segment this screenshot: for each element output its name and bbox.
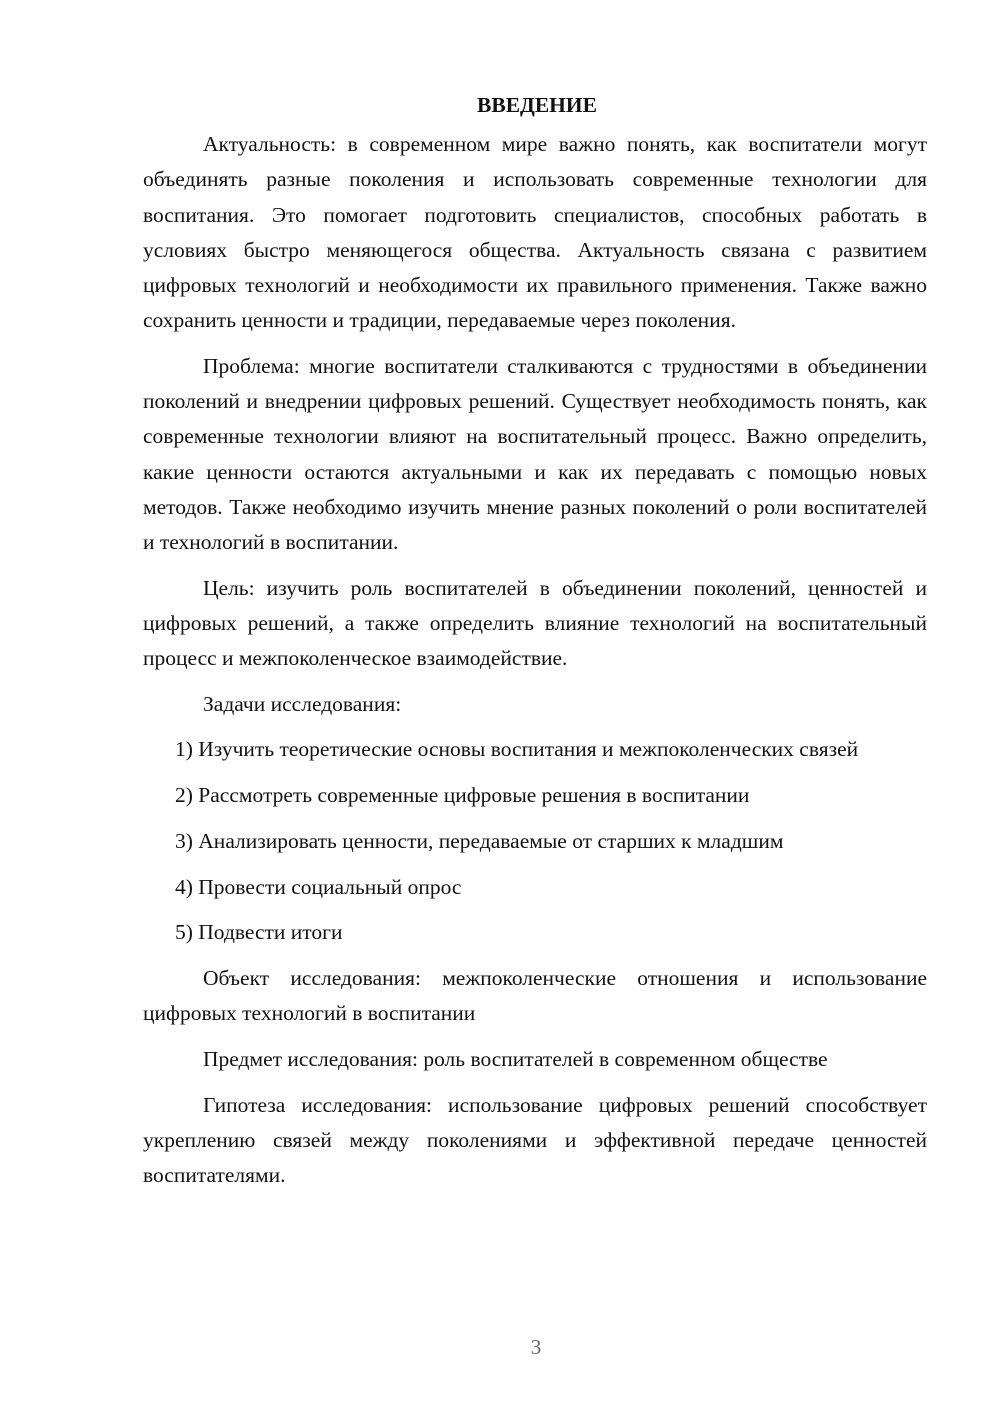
tasks-heading: Задачи исследования:: [203, 691, 402, 716]
task-list-item: 2) Рассмотреть современные цифровые решения в воспитании: [175, 783, 750, 808]
paragraph-problem: Проблема: многие воспитатели сталкиваются с трудностями в объединении поколений и внедрении цифровых решений. Существует необходимость понять, как современные технологии влияют на воспитательный процесс. Важно определить, какие ценности остаются актуальными и как их передавать с помощью новых методов. Также необходимо изучить мнение разных поколений о роли воспитателей и технологий в воспитании.: [143, 353, 927, 554]
paragraph-relevance: Актуальность: в современном мире важно понять, как воспитатели могут объединять разные поколения и использовать современные технологии для воспитания. Это помогает подготовить специалистов, способных работать в условиях быстро меняющегося общества. Актуальность связана с развитием цифровых технологий и необходимости их правильного применения. Также важно сохранить ценности и традиции, передаваемые через поколения.: [143, 132, 927, 333]
task-list-item: 3) Анализировать ценности, передаваемые от старших к младшим: [175, 828, 784, 853]
page-title: ВВЕДЕНИЕ: [477, 93, 597, 117]
paragraph-hypothesis: Гипотеза исследования: использование цифровых решений способствует укреплению связей между поколениями и эффективной передаче ценностей воспитателями.: [143, 1092, 927, 1187]
task-list-item: 4) Провести социальный опрос: [175, 874, 462, 899]
task-list-item: 1) Изучить теоретические основы воспитания и межпоколенческих связей: [175, 737, 859, 762]
task-list-item: 5) Подвести итоги: [175, 920, 343, 945]
paragraph-object: Объект исследования: межпоколенческие отношения и использование цифровых технологий в воспитании: [143, 965, 927, 1026]
paragraph-goal: Цель: изучить роль воспитателей в объединении поколений, ценностей и цифровых решений, а также определить влияние технологий на воспитательный процесс и межпоколенческое взаимодействие.: [143, 575, 927, 671]
page-number: 3: [530, 1335, 542, 1359]
paragraph-subject: Предмет исследования: роль воспитателей в современном обществе: [203, 1046, 828, 1071]
page-content: [143, 88, 927, 1193]
